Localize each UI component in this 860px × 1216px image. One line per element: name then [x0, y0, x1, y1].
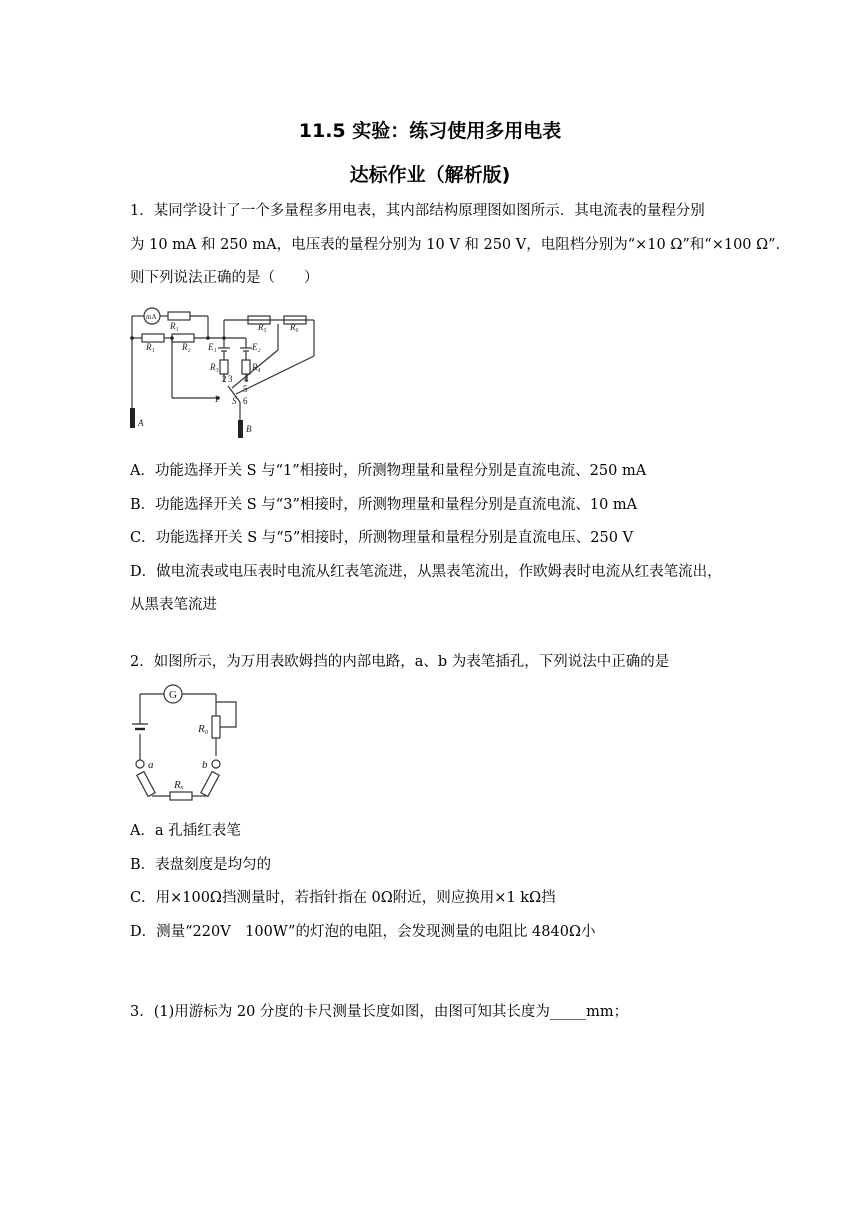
q2-stem: 2．如图所示，为万用表欧姆挡的内部电路，a、b 为表笔插孔，下列说法中正确的是 — [130, 654, 670, 670]
q2-option-a: A．a 孔插红表笔 — [130, 823, 241, 839]
q1-stem-line-3: 则下列说法正确的是（ ） — [130, 270, 319, 286]
q1-node-6: 6 — [243, 396, 248, 406]
q1-stem-line-2: 为 10 mA 和 250 mA，电压表的量程分别为 10 V 和 250 V，电阻档分别为“×10 Ω”和“×100 Ω”． — [130, 237, 791, 253]
q1-node-2: 2 — [222, 374, 227, 384]
q1-node-4: 4 — [244, 374, 249, 384]
q1-label-r3: R₃ — [210, 362, 219, 372]
q2-option-c: C．用×100Ω挡测量时，若指针指在 0Ω附近，则应换用×1 kΩ挡 — [130, 890, 556, 906]
q1-meter-label: mA — [146, 313, 157, 321]
q2-galvanometer-label: G — [169, 689, 177, 701]
q2-option-d: D．测量“220V 100W”的灯泡的电阻，会发现测量的电阻比 4840Ω小 — [130, 924, 596, 940]
q1-label-r1: R₁ — [170, 321, 179, 331]
q3-stem: 3．(1)用游标为 20 分度的卡尺测量长度如图，由图可知其长度为_____mm； — [130, 1004, 629, 1020]
q1-option-d-line-1: D．做电流表或电压表时电流从红表笔流进，从黑表笔流出，作欧姆表时电流从红表笔流出， — [130, 564, 722, 580]
q2-label-rx: Rₓ — [174, 779, 184, 791]
q2-label-b: b — [202, 759, 208, 771]
q1-stem-line-1: 1．某同学设计了一个多量程多用电表，其内部结构原理图如图所示．其电流表的量程分别 — [130, 203, 705, 219]
q1-option-d-line-2: 从黑表笔流进 — [130, 597, 217, 613]
q1-label-r5: R₅ — [258, 322, 267, 332]
q2-option-b: B．表盘刻度是均匀的 — [130, 857, 272, 873]
q1-label-e2: E₂ — [252, 342, 261, 352]
q1-node-5: 5 — [243, 384, 248, 394]
q2-label-a: a — [148, 759, 154, 771]
q2-label-r0: R₀ — [198, 723, 209, 735]
q2-circuit-diagram — [128, 682, 248, 804]
q1-label-r2: R₂ — [182, 342, 191, 352]
q1-label-r1-main: R₁ — [146, 342, 155, 352]
q1-option-b: B．功能选择开关 S 与“3”相接时，所测物理量和量程分别是直流电流、10 mA — [130, 497, 638, 513]
q1-option-a: A．功能选择开关 S 与“1”相接时，所测物理量和量程分别是直流电流、250 mA — [130, 463, 647, 479]
q1-circuit-diagram — [128, 300, 328, 438]
q1-option-c: C．功能选择开关 S 与“5”相接时，所测物理量和量程分别是直流电压、250 V — [130, 530, 634, 546]
q1-label-r4: R₄ — [252, 362, 261, 372]
q1-label-r6: R₆ — [290, 322, 299, 332]
q1-label-b: B — [246, 424, 252, 434]
q1-label-a: A — [138, 418, 144, 428]
document-subtitle: 达标作业（解析版) — [349, 164, 511, 186]
q1-label-e1: E₁ — [208, 342, 217, 352]
q1-node-3: 3 — [228, 374, 233, 384]
document-title: 11.5 实验：练习使用多用电表 — [298, 120, 562, 142]
q1-node-1: 1 — [214, 394, 219, 404]
q1-label-s: S — [232, 396, 237, 406]
